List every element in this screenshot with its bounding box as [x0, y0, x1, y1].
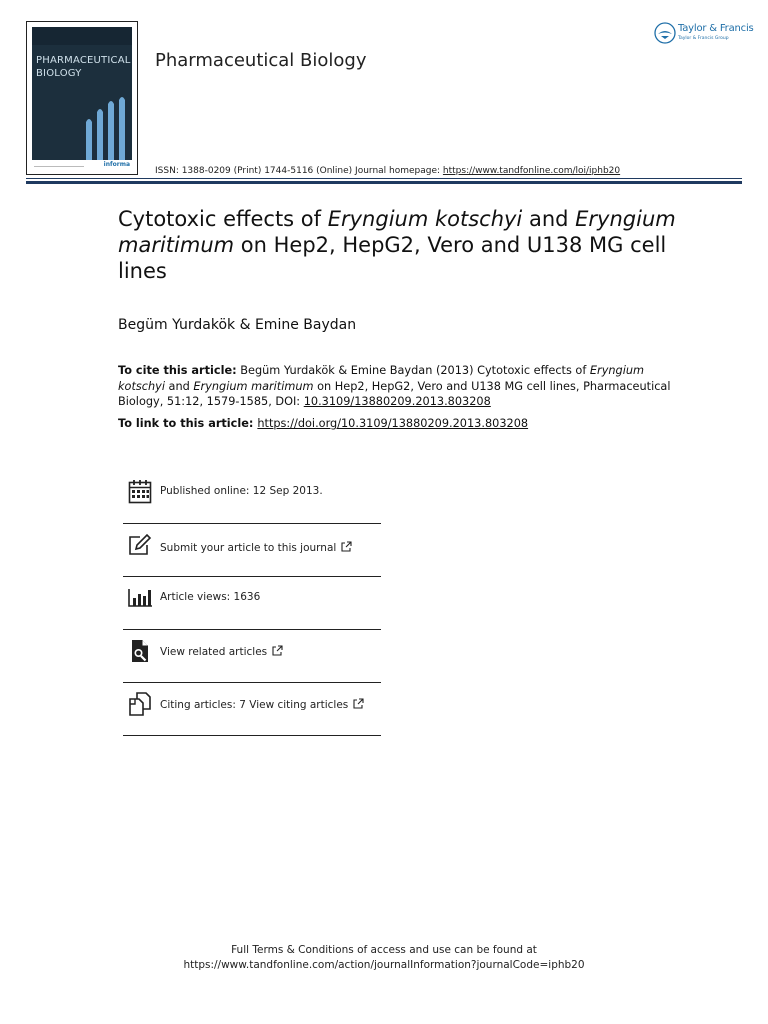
submit-article-link[interactable]: Submit your article to this journal: [160, 541, 352, 554]
terms-footer: [0, 943, 768, 973]
terms-url[interactable]: https://www.tandfonline.com/action/journalInformation?journalCode=iphb20: [183, 959, 585, 971]
related-articles-link[interactable]: View related articles: [160, 645, 283, 658]
citing-documents-icon: [127, 691, 153, 717]
cite-label: To cite this article:: [118, 364, 237, 377]
cover-artwork: [32, 27, 132, 160]
journal-title[interactable]: Pharmaceutical Biology: [155, 50, 367, 71]
citing-articles-row[interactable]: [123, 691, 381, 731]
issn-line: ISSN: 1388-0209 (Print) 1744-5116 (Online) Journal homepage: https://www.tandfonline.com/loi/iphb20: [155, 166, 621, 176]
doi-link[interactable]: 10.3109/13880209.2013.803208: [303, 395, 491, 408]
cover-publisher-mark: informa: [103, 161, 130, 168]
document-search-icon: [127, 638, 153, 664]
citing-articles-link[interactable]: Citing articles: 7 View citing articles: [160, 698, 364, 711]
article-authors: Begüm Yurdakök & Emine Baydan: [118, 317, 357, 333]
publisher-emblem-icon: [654, 22, 676, 44]
external-link-icon: [353, 698, 364, 709]
related-articles-row[interactable]: [123, 638, 381, 678]
header-rule-thin: [26, 178, 742, 179]
cover-title: PHARMACEUTICAL BIOLOGY: [36, 55, 131, 79]
journal-cover: [26, 21, 138, 175]
row-divider: [123, 576, 381, 577]
calendar-icon: [127, 478, 153, 504]
cover-bars-graphic: [84, 96, 132, 160]
article-doi-url-link[interactable]: https://doi.org/10.3109/13880209.2013.803208: [257, 417, 529, 430]
publisher-logo[interactable]: [654, 22, 754, 46]
row-divider: [123, 523, 381, 524]
citation-block: To cite this article: Begüm Yurdakök & Emine Baydan (2013) Cytotoxic effects of Eryngium kotschyi and Eryngium maritimum on Hep2, HepG2, Vero and U138 MG cell lines, Pharmaceutical Biology, 51:12, 1579-1585, DOI: 10.3109/13880209.2013.803208: [118, 364, 671, 408]
edit-icon: [127, 532, 153, 558]
link-label: To link to this article:: [118, 417, 258, 430]
article-views-text: Article views: 1636: [160, 591, 261, 603]
row-divider: [123, 682, 381, 683]
publisher-group: Taylor & Francis Group: [678, 36, 729, 41]
terms-line: Full Terms & Conditions of access and use can be found at: [231, 944, 537, 956]
submit-article-row[interactable]: [123, 532, 381, 572]
article-views-row: [123, 585, 381, 625]
article-title: Cytotoxic effects of Eryngium kotschyi and Eryngium maritimum on Hep2, HepG2, Vero and U138 MG cell lines: [118, 207, 676, 283]
row-divider: [123, 629, 381, 630]
header-rule-thick: [26, 181, 742, 184]
publisher-name: Taylor & Francis: [678, 23, 754, 34]
published-online-text: Published online: 12 Sep 2013.: [160, 485, 323, 497]
cover-footer: [32, 163, 132, 171]
external-link-icon: [272, 645, 283, 656]
bar-chart-icon: [127, 585, 153, 611]
external-link-icon: [341, 541, 352, 552]
journal-homepage-link[interactable]: https://www.tandfonline.com/loi/iphb20: [442, 166, 621, 176]
row-divider: [123, 735, 381, 736]
article-link-line: [118, 417, 528, 430]
published-online-row: [123, 478, 381, 518]
